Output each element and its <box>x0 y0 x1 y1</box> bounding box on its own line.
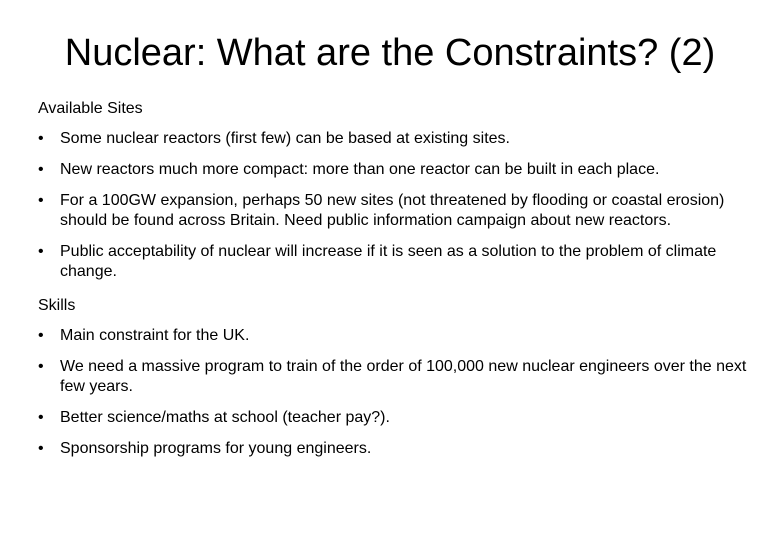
bullet-item <box>38 439 750 459</box>
bullet-text: For a 100GW expansion, perhaps 50 new sites (not threatened by flooding or coastal erosion) should be found across Britain. Need public information campaign about new reactors. <box>60 192 725 229</box>
bullet-list <box>38 326 750 459</box>
bullet-text: Main constraint for the UK. <box>60 327 250 344</box>
bullet-icon: • <box>38 243 44 260</box>
bullet-icon: • <box>38 327 44 344</box>
bullet-icon: • <box>38 130 44 147</box>
bullet-item <box>38 160 750 180</box>
section-skills <box>38 296 750 459</box>
bullet-text: New reactors much more compact: more than one reactor can be built in each place. <box>60 161 660 178</box>
bullet-icon: • <box>38 409 44 426</box>
bullet-item <box>38 326 750 346</box>
bullet-item <box>38 408 750 428</box>
section-heading: Available Sites <box>38 100 143 117</box>
bullet-list <box>38 129 750 282</box>
bullet-icon: • <box>38 161 44 178</box>
bullet-item <box>38 242 750 282</box>
bullet-icon: • <box>38 440 44 457</box>
bullet-text: We need a massive program to train of the order of 100,000 new nuclear engineers over the next few years. <box>60 358 747 395</box>
bullet-item <box>38 191 750 231</box>
section-heading: Skills <box>38 297 76 314</box>
bullet-item <box>38 357 750 397</box>
bullet-icon: • <box>38 358 44 375</box>
section-available-sites <box>38 99 750 282</box>
bullet-item <box>38 129 750 149</box>
bullet-text: Public acceptability of nuclear will increase if it is seen as a solution to the problem of climate change. <box>60 243 717 280</box>
bullet-text: Sponsorship programs for young engineers. <box>60 440 372 457</box>
bullet-text: Some nuclear reactors (first few) can be based at existing sites. <box>60 130 510 147</box>
slide-content <box>38 99 750 459</box>
bullet-text: Better science/maths at school (teacher pay?). <box>60 409 390 426</box>
slide-title: Nuclear: What are the Constraints? (2) <box>64 32 716 74</box>
bullet-icon: • <box>38 192 44 209</box>
